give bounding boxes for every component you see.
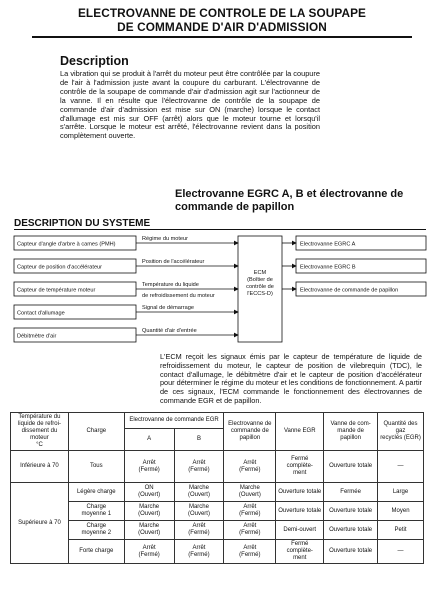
description-text: La vibration qui se produit à l'arrêt du moteur peut être contrôlée par la coupure de l'air à l'admission juste avant la coupure du carburant. L'électrovanne de contrôle de la soupape de commande d'air d'admission agit sur l'actionneur de la vanne. Il en résulte que l'électrovanne de contrôle de la soupape de commande d'air d'admission est mise sur ON (marche) lorsque le contact d'allumage est mis sur OFF (arrêt) alors que le moteur tourne et lorsqu'il s'arrête. Lorsque le moteur est arrêté, l'électrovanne revient dans la position complètement ouverte. — [60, 69, 320, 141]
cell-egr-a: Marche (Ouvert) — [124, 502, 174, 521]
input-label-airflow: Débitmètre d'air — [17, 333, 57, 340]
th-egr-group: Electrovanne de commande EGR — [124, 413, 224, 429]
cell-quantite: Moyen — [378, 502, 424, 521]
cell-egr-b: Arrêt (Fermé) — [174, 540, 224, 564]
th-quantite: Quantité des gaz recyclés (EGR) — [378, 413, 424, 451]
cell-charge: Charge moyenne 2 — [68, 521, 124, 540]
cell-egr-b: Marche (Ouvert) — [174, 502, 224, 521]
th-papillon: Electrovanne de commande de papillon — [224, 413, 276, 451]
output-label-egrc-b: Electrovanne EGRC B — [300, 264, 356, 271]
header-line-2: DE COMMANDE D'AIR D'ADMISSION — [117, 20, 327, 34]
output-label-egrc-a: Electrovanne EGRC A — [300, 241, 356, 248]
cell-vanne-pap: Ouverture totale — [324, 502, 378, 521]
output-label-papillon: Electrovanne de commande de papillon — [300, 287, 399, 294]
input-label-ignition: Contact d'allumage — [17, 310, 65, 317]
cell-charge: Tous — [68, 451, 124, 483]
cell-quantite: Large — [378, 483, 424, 502]
input-label-temp: Capteur de température moteur — [17, 287, 96, 294]
cell-egr-a: Marche (Ouvert) — [124, 521, 174, 540]
cell-temp: Inférieure à 70 — [11, 451, 69, 483]
signal-rpm: Régime du moteur — [142, 236, 189, 242]
signal-start: Signal de démarrage — [142, 305, 194, 311]
input-label-accel: Capteur de position d'accélérateur — [17, 264, 103, 271]
cell-egr-a: ON (Ouvert) — [124, 483, 174, 502]
th-temp: Température du liquide de refroi- dissement du moteur °C — [11, 413, 69, 451]
cell-vanne-egr: Demi-ouvert — [276, 521, 324, 540]
cell-papillon: Arrêt (Fermé) — [224, 451, 276, 483]
header-line-1: ELECTROVANNE DE CONTROLE DE LA SOUPAPE — [77, 6, 367, 20]
cell-temp: Supérieure à 70 — [11, 483, 69, 564]
th-a: A — [124, 428, 174, 450]
cell-vanne-egr: Ouverture totale — [276, 502, 324, 521]
description-title: Description — [60, 54, 129, 68]
ecm-text: L'ECM reçoit les signaux émis par le capteur de température de liquide de refroidissement du moteur, le capteur de position de vilebrequin (TDC), le contact d'allumage, le débitmètre d'air et le capteur de position d'accélérateur pour déterminer le régime du moteur et les conditions de fonctionnement. A partir de ces signaux, l'ECM commande le fonctionnement des électrovannes de commande EGR et de papillon. — [160, 352, 422, 405]
cell-vanne-pap: Ouverture totale — [324, 451, 378, 483]
th-vanne-egr: Vanne EGR — [276, 413, 324, 451]
cell-vanne-pap: Ouverture totale — [324, 540, 378, 564]
ecm-label-4: l'ECCS-D) — [247, 291, 273, 297]
signal-air: Quantité d'air d'entrée — [142, 328, 197, 334]
egrc-title-line-1: Electrovanne EGRC A, B et électrovanne de — [175, 188, 404, 200]
cell-charge: Forte charge — [68, 540, 124, 564]
cell-vanne-egr: Ouverture totale — [276, 483, 324, 502]
cell-egr-a: Arrêt (Fermé) — [124, 540, 174, 564]
table-row — [11, 451, 424, 483]
th-charge: Charge — [68, 413, 124, 451]
cell-papillon: Marche (Ouvert) — [224, 483, 276, 502]
table-row — [11, 521, 424, 540]
table-row — [11, 540, 424, 564]
cell-papillon: Arrêt (Fermé) — [224, 540, 276, 564]
cell-quantite: — — [378, 451, 424, 483]
cell-vanne-pap: Fermée — [324, 483, 378, 502]
ecm-label-2: (Boîtier de — [247, 277, 273, 283]
cell-vanne-egr: Fermé complète- ment — [276, 540, 324, 564]
operation-table — [10, 412, 424, 564]
cell-vanne-egr: Fermé complète- ment — [276, 451, 324, 483]
cell-egr-a: Arrêt (Fermé) — [124, 451, 174, 483]
cell-quantite: — — [378, 540, 424, 564]
ecm-label-3: contrôle de — [246, 284, 274, 290]
cell-egr-b: Arrêt (Fermé) — [174, 521, 224, 540]
egrc-title-line-2: commande de papillon — [175, 201, 295, 213]
cell-egr-b: Arrêt (Fermé) — [174, 451, 224, 483]
table-row — [11, 483, 424, 502]
cell-papillon: Arrêt (Fermé) — [224, 521, 276, 540]
cell-quantite: Petit — [378, 521, 424, 540]
cell-charge: Charge moyenne 1 — [68, 502, 124, 521]
cell-charge: Légère charge — [68, 483, 124, 502]
th-vanne-pap: Vanne de com- mande de papillon — [324, 413, 378, 451]
ecm-label-1: ECM — [253, 270, 267, 276]
signal-temp-1: Température du liquide — [142, 282, 199, 288]
signal-accel: Position de l'accélérateur — [142, 259, 205, 265]
input-label-cam: Capteur d'angle d'arbre à cames (PMH) — [17, 241, 116, 248]
cell-vanne-pap: Ouverture totale — [324, 521, 378, 540]
cell-papillon: Arrêt (Fermé) — [224, 502, 276, 521]
cell-egr-b: Marche (Ouvert) — [174, 483, 224, 502]
table-row — [11, 502, 424, 521]
signal-temp-2: de refroidissement du moteur — [142, 293, 215, 299]
th-b: B — [174, 428, 224, 450]
system-title: DESCRIPTION DU SYSTEME — [14, 218, 151, 229]
